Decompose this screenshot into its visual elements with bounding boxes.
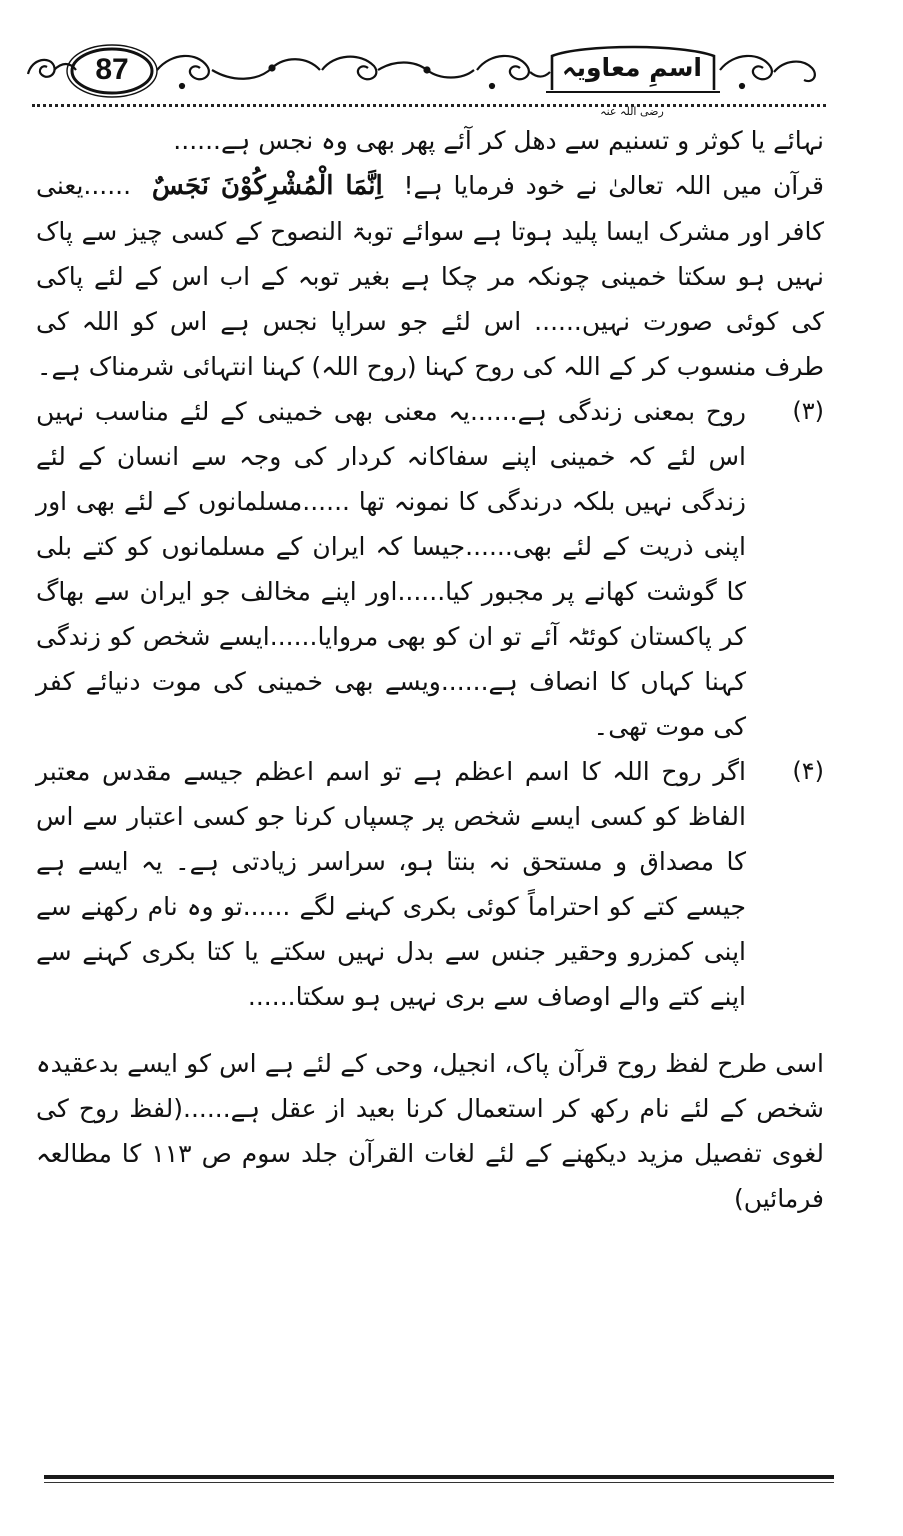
list-item-4-text: اگر روح اللہ کا اسم اعظم ہے تو اسم اعظم جیسے مقدس معتبر الفاظ کو کسی ایسے شخص پر چسپاں کرنا جو کسی اعتبار سے اس کا مصداق و مستحق نہ بنتا ہو، سراسر زیادتی ہے۔ یہ ایسے ہے جیسے کتے کو احتراماً کوئی بکری کہنے لگے ......تو وہ نام رکھنے سے اپنی کمزرو وحقیر جنس سے بدل نہیں سکتے یا کتا بکری کہنے سے اپنے کتے والے اوصاف سے بری نہیں ہو سکتا...... <box>36 757 746 1011</box>
list-item-4-number: (۴) <box>792 757 824 785</box>
running-title <box>552 46 712 118</box>
header-divider <box>32 104 826 107</box>
paragraph-2-body: ......یعنی کافر اور مشرک ایسا پلید ہوتا ہے سوائے توبۃ النصوح کے کسی چیز سے پاک نہیں ہو سکتا خمینی چونکہ مر چکا ہے بغیر توبہ کے اب اس کے لئے پاکی کی کوئی صورت نہیں...... اس لئے جو سراپا نجس ہے اس کو اللہ کی طرف منسوب کر کے اللہ کی روح کہنا (روح اللہ) کہنا انتہائی شرمناک ہے۔ <box>36 171 824 381</box>
paragraph-2 <box>36 163 824 389</box>
quran-verse: اِنَّمَا الْمُشْرِکُوْنَ نَجَسٌ <box>151 171 383 201</box>
paragraph-5: اسی طرح لفظ روح قرآن پاک، انجیل، وحی کے لئے ہے اس کو ایسے بدعقیدہ شخص کے لئے نام رکھ کر استعمال کرنا بعید از عقل ہے......(لفظ روح کی لغوی تفصیل مزید دیکھنے کے لئے لغات القرآن جلد سوم ص ۱۱۳ کا مطالعہ فرمائیں) <box>36 1049 824 1213</box>
footer-divider <box>44 1475 834 1479</box>
paragraph-2-intro: قرآن میں اللہ تعالیٰ نے خود فرمایا ہے! <box>403 171 824 200</box>
paragraph-1: نہائے یا کوثر و تسنیم سے دھل کر آئے پھر بھی وہ نجس ہے...... <box>173 126 824 155</box>
list-item-3 <box>36 389 824 749</box>
list-item-3-text: روح بمعنی زندگی ہے......یہ معنی بھی خمینی کے لئے مناسب نہیں اس لئے کہ خمینی اپنے سفاکانہ کردار کی وجہ سے انسان کے لئے زندگی نہیں بلکہ درندگی کا نمونہ تھا ......مسلمانوں کے لئے بھی اور اپنی ذریت کے لئے بھی......جیسا کہ ایران کے مسلمانوں کو کتے بلی کا گوشت کھانے پر مجبور کیا......اور اپنے مخالف جو ایران سے بھاگ کر پاکستان کوئٹہ آئے تو ان کو بھی مروایا......ایسے شخص کو زندگی کہنا کہاں کا انصاف ہے......ویسے بھی خمینی کی موت دنیائے کفر کی موت تھی۔ <box>36 397 746 741</box>
list-item-3-number: (۳) <box>792 397 824 425</box>
footer-divider-thin <box>44 1482 834 1483</box>
honorific-mark: رضی اللہ عنہ <box>600 105 664 118</box>
list-item-4 <box>36 749 824 1019</box>
running-title-text: اسمِ معاویہ <box>561 53 702 82</box>
page-number: 87 <box>95 53 129 86</box>
body-text <box>36 118 824 1221</box>
